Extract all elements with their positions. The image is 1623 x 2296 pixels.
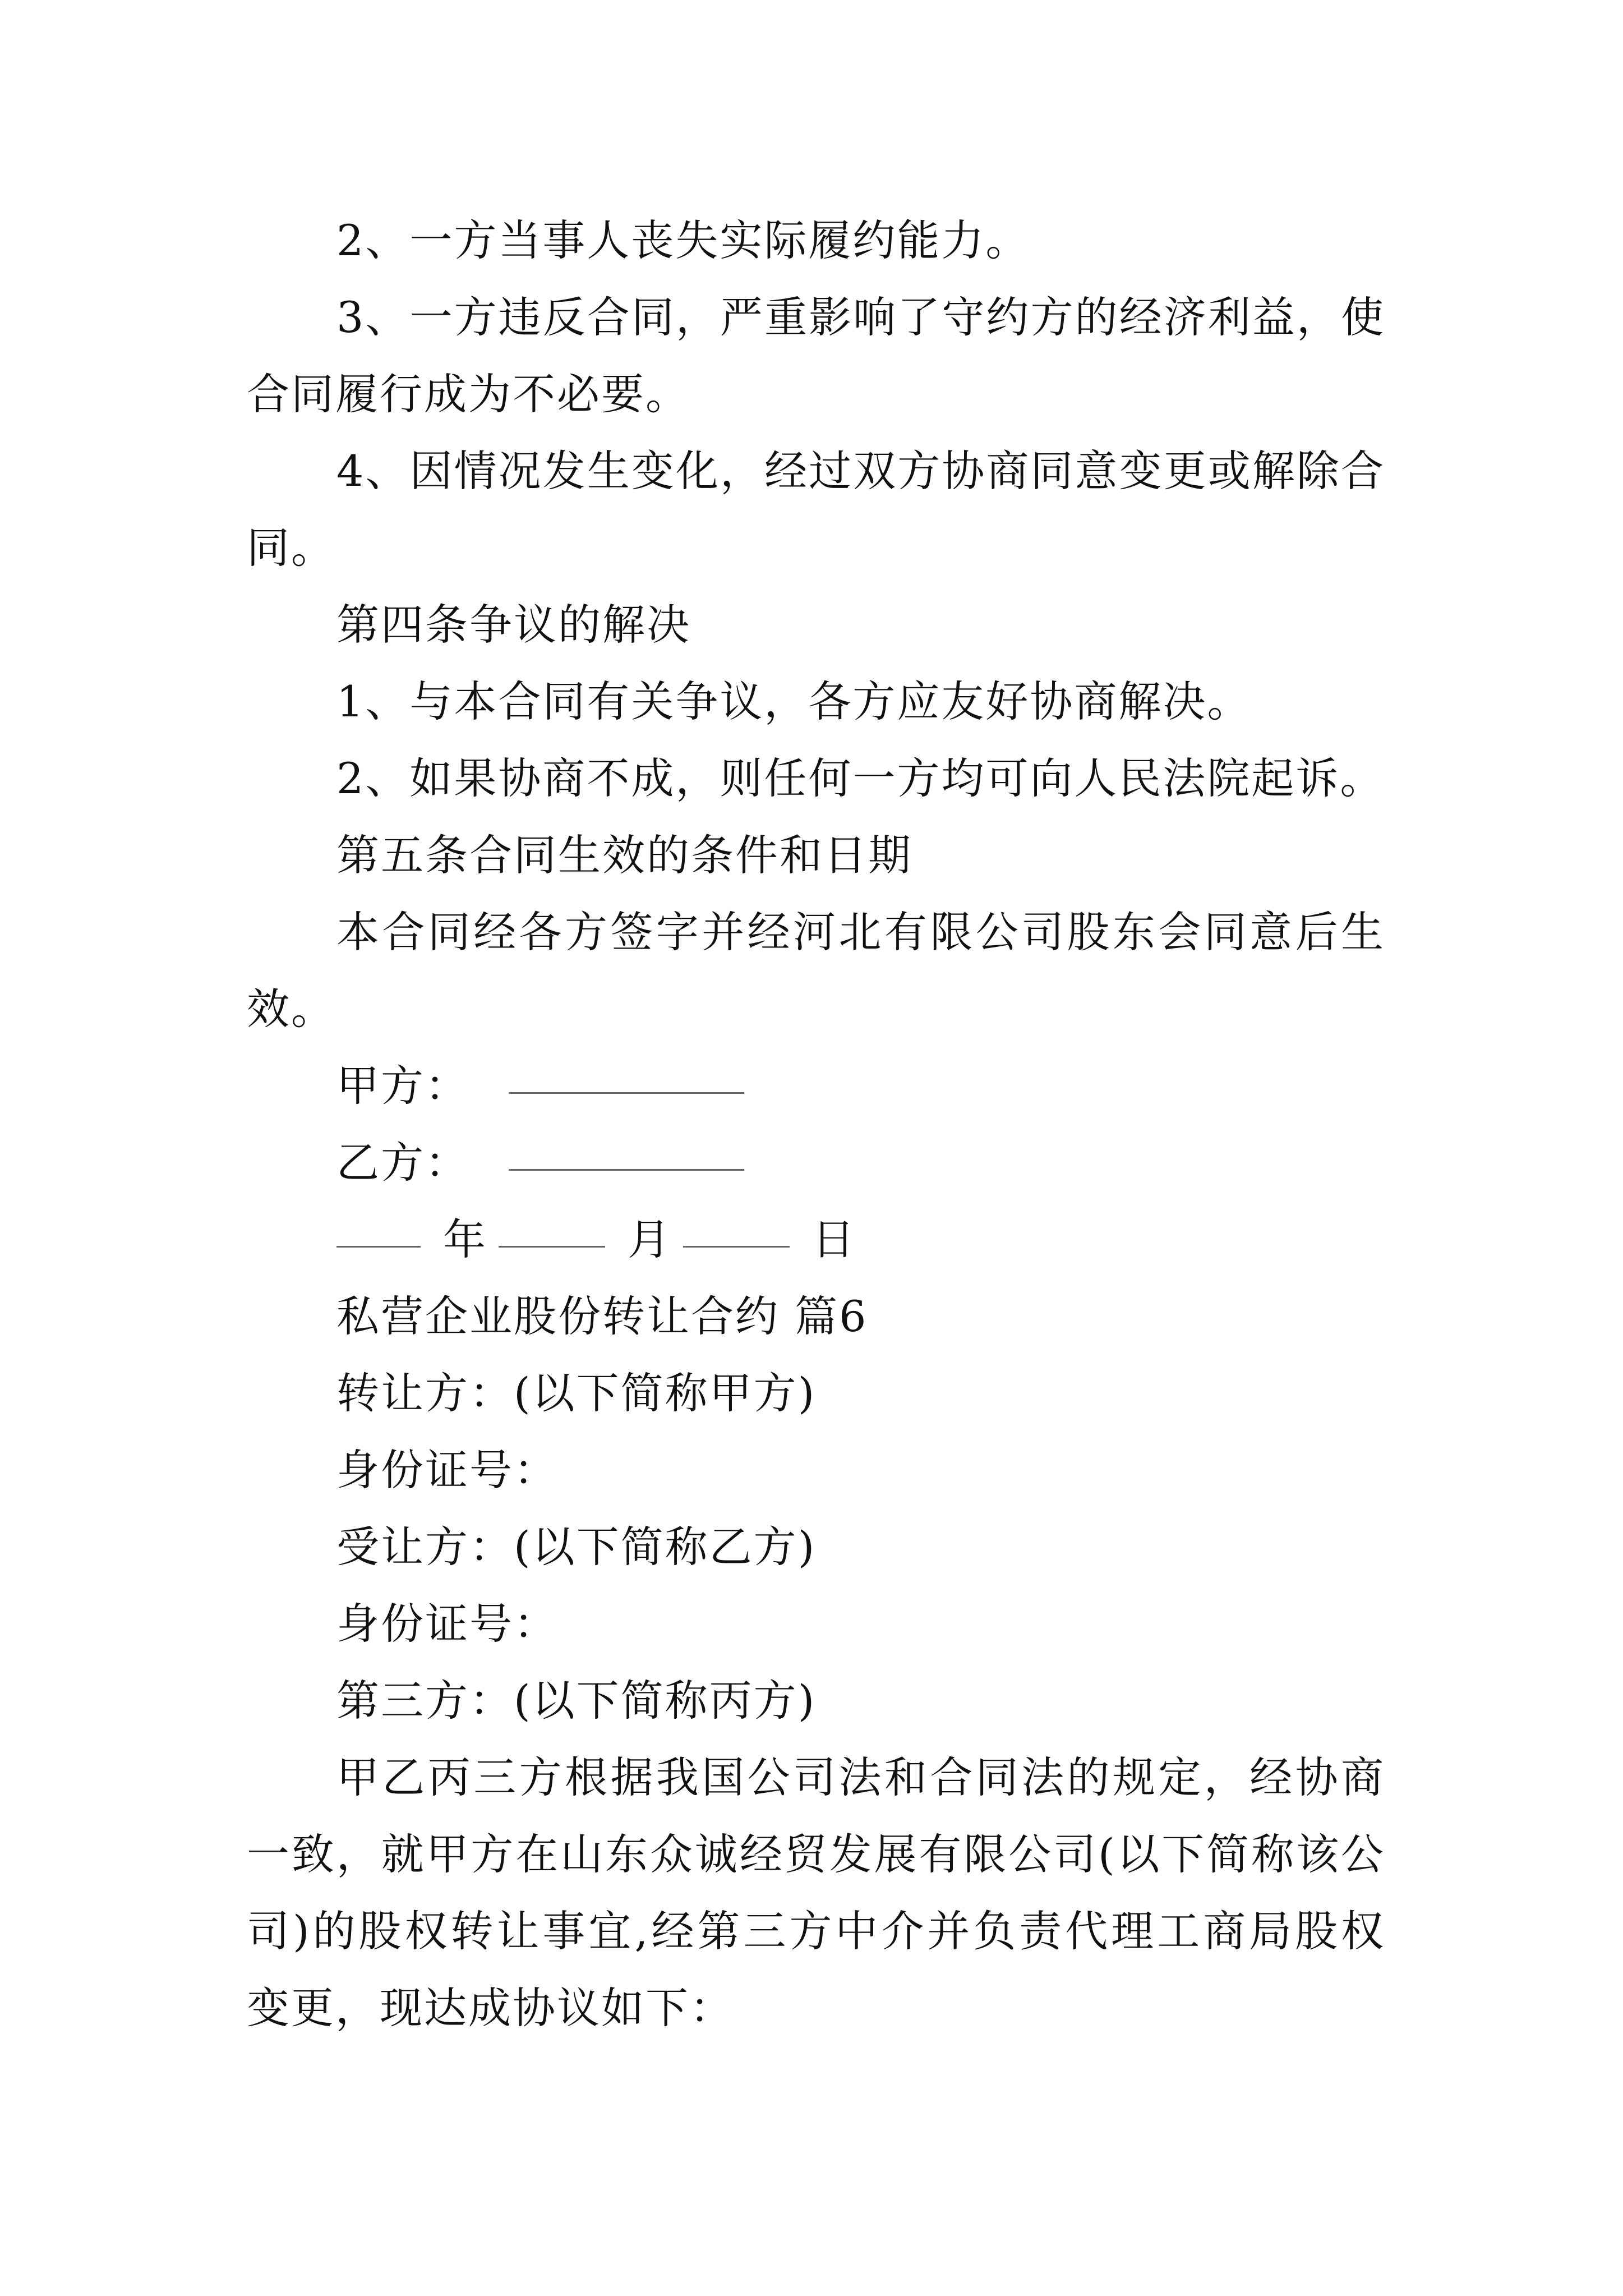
month-label: 月: [628, 1214, 672, 1264]
date-line: [247, 1201, 1385, 1278]
effective-clause: 本合同经各方签字并经河北有限公司股东会同意后生效。: [247, 907, 1385, 1034]
month-blank: [499, 1201, 605, 1248]
day-label: 日: [812, 1214, 856, 1264]
clause-4-text: 4、因情况发生变化，经过双方协商同意变更或解除合同。: [247, 446, 1385, 573]
year-label: 年: [443, 1214, 487, 1264]
third-party-line: 第三方：(以下简称丙方): [336, 1676, 817, 1726]
document-body: [247, 202, 1385, 2046]
article-5-heading: 第五条合同生效的条件和日期: [336, 830, 912, 880]
article-4-heading: 第四条争议的解决: [336, 600, 691, 650]
transferor-line: 转让方：(以下简称甲方): [336, 1368, 817, 1418]
party-a-signature-line: [247, 1047, 1385, 1124]
party-a-blank: [509, 1047, 744, 1094]
transferee-line: 受让方：(以下简称乙方): [336, 1522, 817, 1572]
agreement-preamble: 甲乙丙三方根据我国公司法和合同法的规定，经协商一致，就甲方在山东众诚经贸发展有限公司(以下简称该公司)的股权转让事宜,经第三方中介并负责代理工商局股权变更，现达成协议如下：: [247, 1752, 1385, 2033]
dispute-clause-2: 2、如果协商不成，则任何一方均可向人民法院起诉。: [336, 753, 1385, 803]
dispute-clause-1: 1、与本合同有关争议，各方应友好协商解决。: [336, 677, 1252, 726]
transferor-id-line: 身份证号：: [336, 1445, 558, 1495]
year-blank: [336, 1201, 421, 1248]
section-6-title: 私营企业股份转让合约 篇6: [336, 1291, 868, 1341]
day-blank: [683, 1201, 790, 1248]
clause-2-text: 2、一方当事人丧失实际履约能力。: [336, 215, 1030, 265]
party-b-signature-line: [247, 1124, 1385, 1201]
party-b-label: 乙方：: [336, 1138, 469, 1188]
transferee-id-line: 身份证号：: [336, 1599, 558, 1649]
clause-3-text: 3、一方违反合同，严重影响了守约方的经济利益，使合同履行成为不必要。: [247, 292, 1385, 419]
party-a-label: 甲方：: [336, 1061, 469, 1111]
party-b-blank: [509, 1124, 744, 1171]
